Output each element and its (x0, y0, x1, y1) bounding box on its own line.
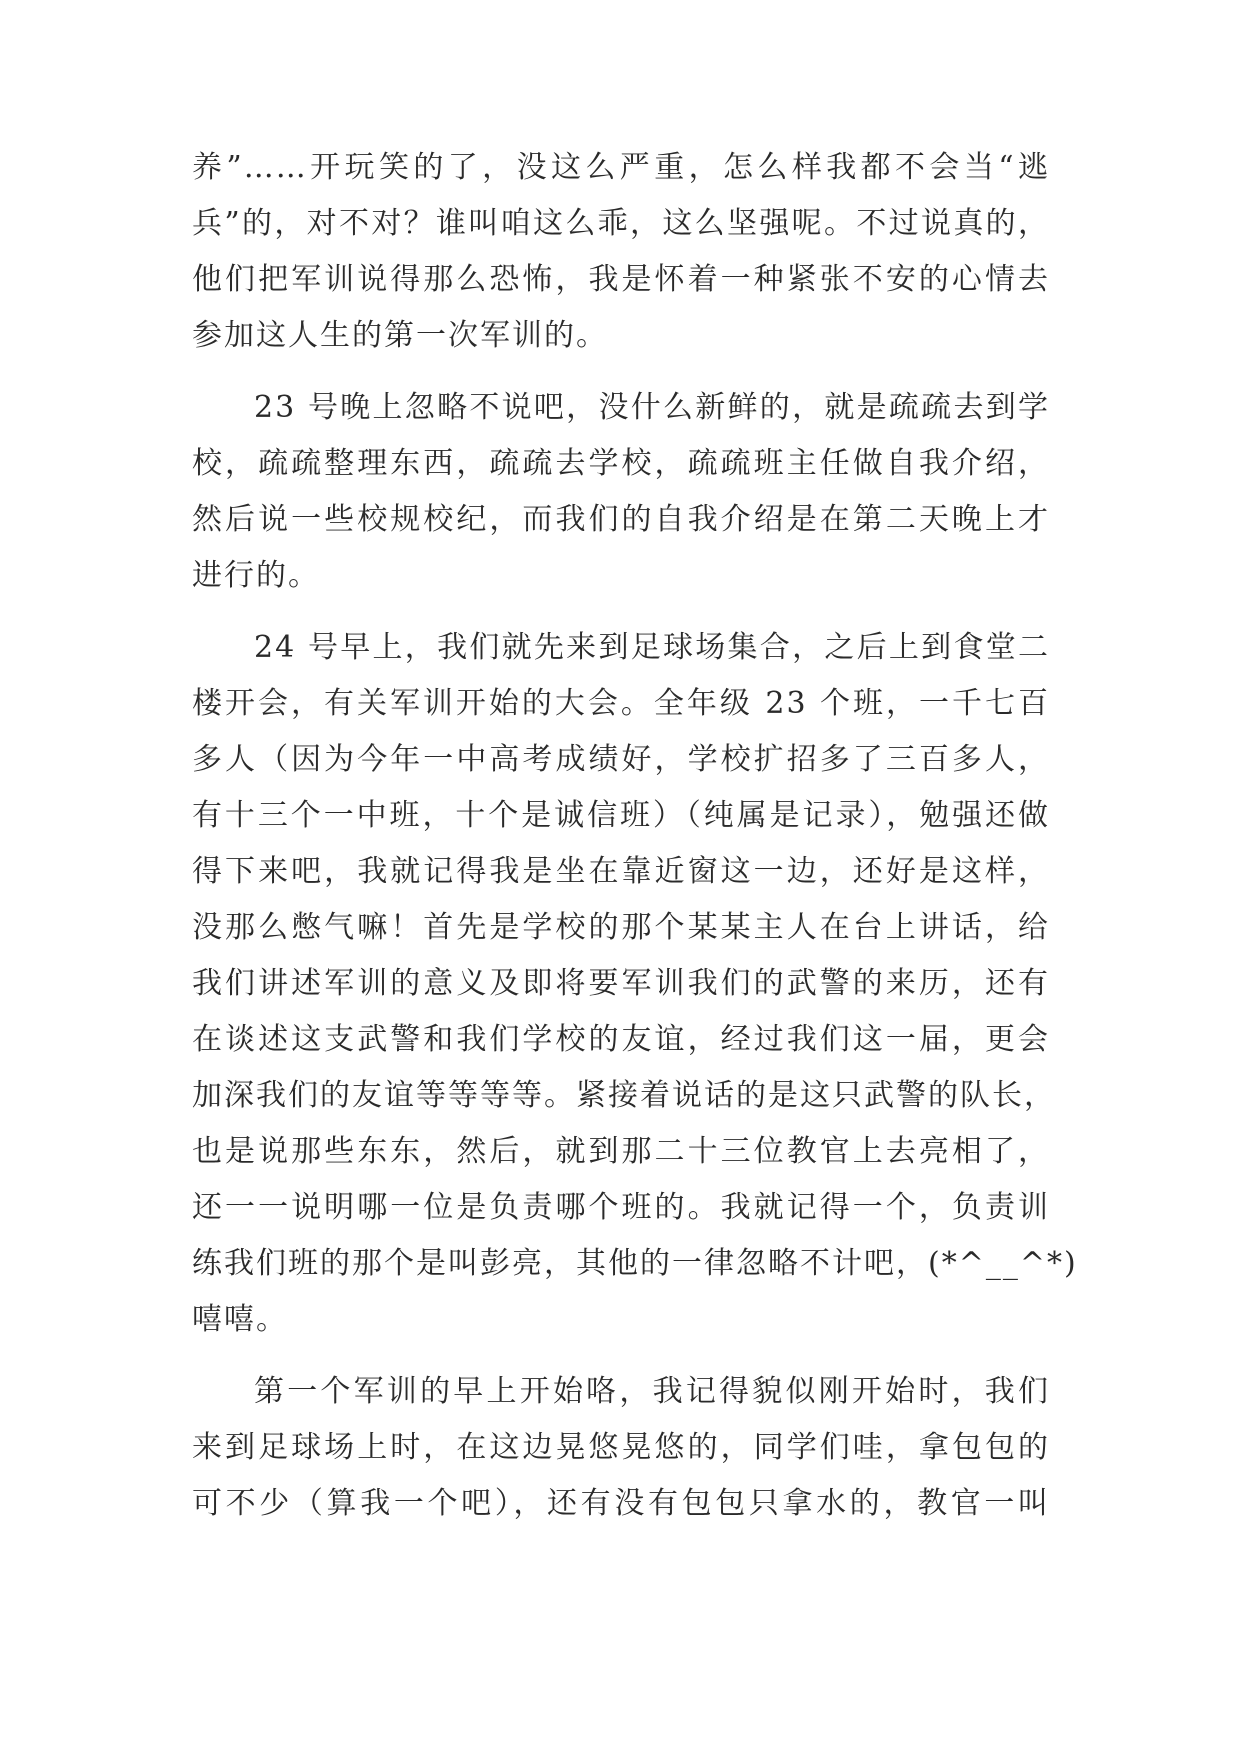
paragraph-4 (192, 1364, 1050, 1532)
text-line: 在谈述这支武警和我们学校的友谊，经过我们这一届，更会 (192, 1022, 1050, 1057)
text-line: 没那么憋气嘛！首先是学校的那个某某主人在台上讲话，给 (192, 910, 1050, 945)
text-line: 可不少（算我一个吧），还有没有包包只拿水的，教官一叫 (192, 1486, 1050, 1521)
text-line: 23 号晚上忽略不说吧，没什么新鲜的，就是疏疏去到学 (254, 390, 1050, 425)
text-line: 还一一说明哪一位是负责哪个班的。我就记得一个，负责训 (192, 1190, 1050, 1225)
text-line: 养”……开玩笑的了，没这么严重，怎么样我都不会当“逃 (192, 150, 1050, 185)
text-line: 兵”的，对不对？谁叫咱这么乖，这么坚强呢。不过说真的， (192, 206, 1050, 241)
text-line: 练我们班的那个是叫彭亮，其他的一律忽略不计吧，(*^__^*) (192, 1246, 1078, 1281)
text-line: 多人（因为今年一中高考成绩好，学校扩招多了三百多人， (192, 742, 1050, 777)
text-line: 校，疏疏整理东西，疏疏去学校，疏疏班主任做自我介绍， (192, 446, 1050, 481)
paragraph-3 (192, 620, 1078, 1348)
paragraph-gap (192, 604, 1050, 620)
text-line: 加深我们的友谊等等等等。紧接着说话的是这只武警的队长， (192, 1078, 1056, 1113)
document-body (192, 140, 1078, 1532)
text-line: 嘻嘻。 (192, 1302, 288, 1337)
text-line: 有十三个一中班，十个是诚信班）（纯属是记录），勉强还做 (192, 798, 1050, 833)
paragraph-1 (192, 140, 1050, 364)
text-line: 第一个军训的早上开始咯，我记得貌似刚开始时，我们 (254, 1374, 1050, 1409)
text-line: 24 号早上，我们就先来到足球场集合，之后上到食堂二 (254, 630, 1050, 665)
text-line: 楼开会，有关军训开始的大会。全年级 23 个班，一千七百 (192, 686, 1050, 721)
text-line: 我们讲述军训的意义及即将要军训我们的武警的来历，还有 (192, 966, 1050, 1001)
text-line: 然后说一些校规校纪，而我们的自我介绍是在第二天晚上才 (192, 502, 1050, 537)
paragraph-gap (192, 364, 1050, 380)
text-line: 得下来吧，我就记得我是坐在靠近窗这一边，还好是这样， (192, 854, 1050, 889)
paragraph-gap (192, 1348, 1050, 1364)
text-line: 来到足球场上时，在这边晃悠晃悠的，同学们哇，拿包包的 (192, 1430, 1050, 1465)
text-line: 也是说那些东东，然后，就到那二十三位教官上去亮相了， (192, 1134, 1050, 1169)
paragraph-2 (192, 380, 1050, 604)
text-line: 他们把军训说得那么恐怖，我是怀着一种紧张不安的心情去 (192, 262, 1050, 297)
text-line: 进行的。 (192, 558, 320, 593)
text-line: 参加这人生的第一次军训的。 (192, 318, 608, 353)
